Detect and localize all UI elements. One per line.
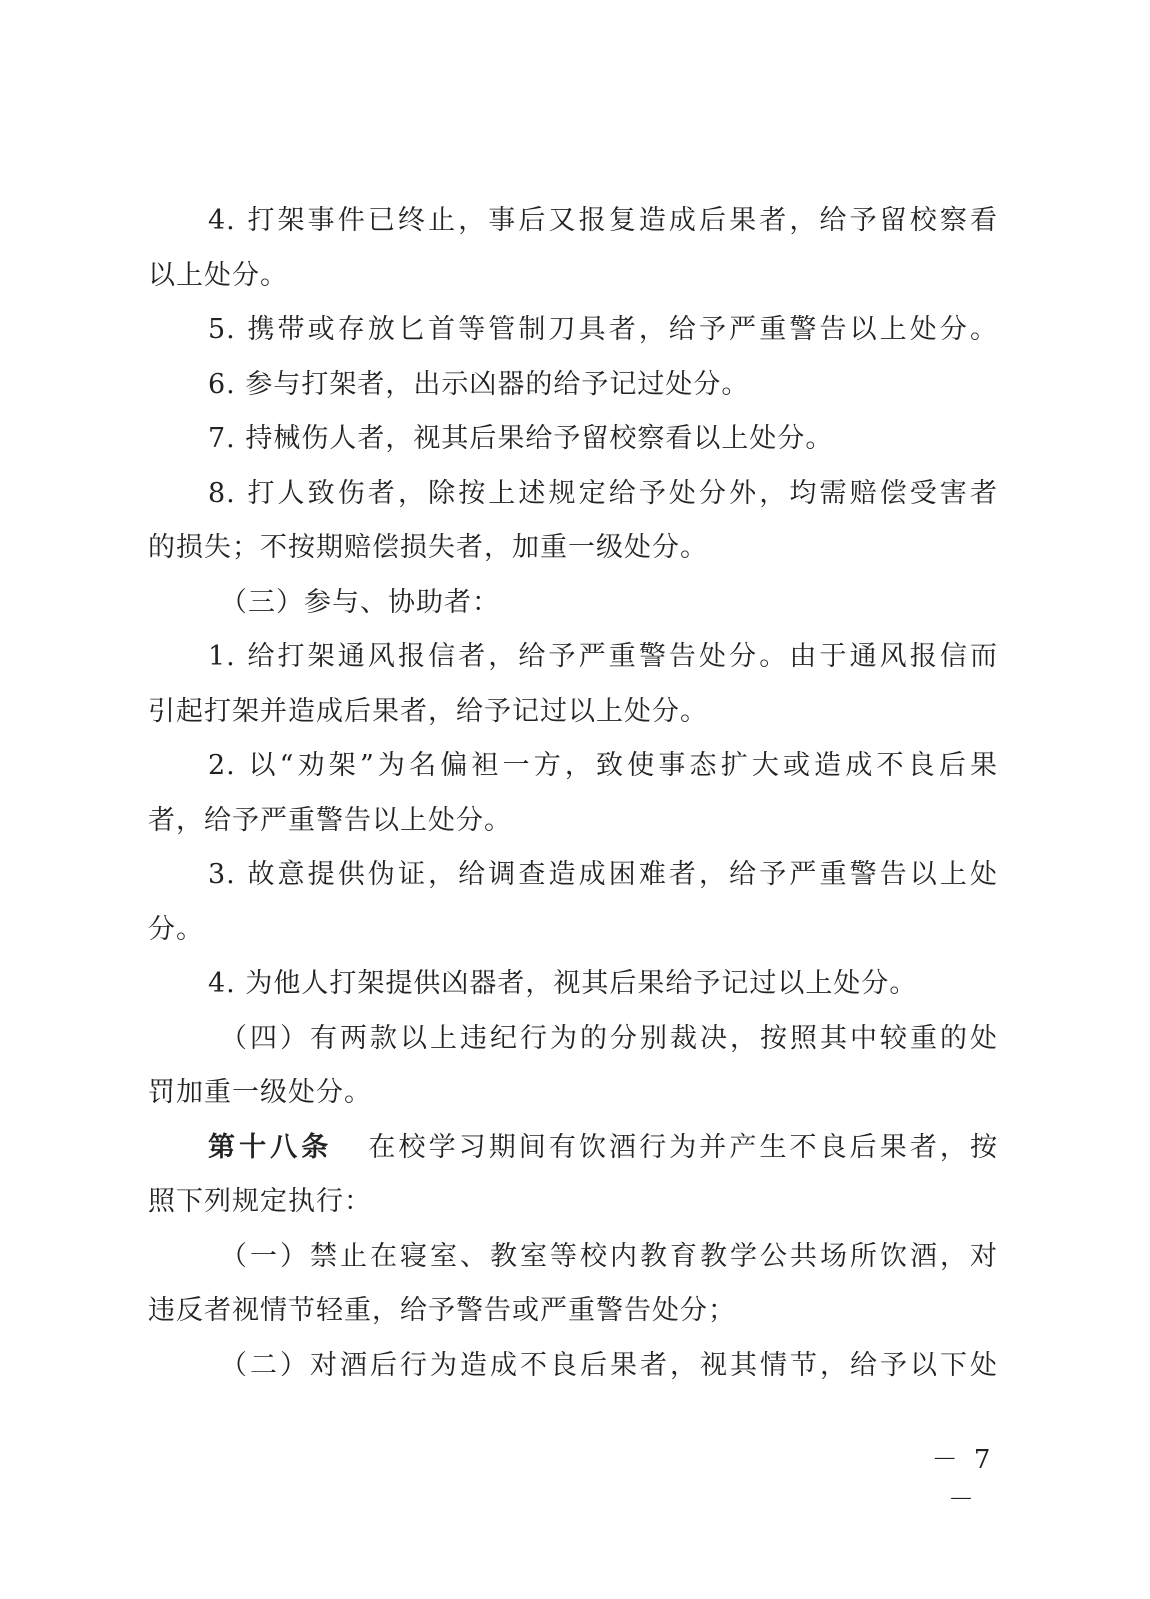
paragraph-line: 1. 给打架通风报信者，给予严重警告处分。由于通风报信而 [208, 641, 998, 672]
paragraph-line: 照下列规定执行： [148, 1186, 372, 1217]
paragraph-line: 以上处分。 [148, 259, 288, 291]
page-number: － 7 － [931, 1445, 995, 1515]
paragraph-line: 引起打架并造成后果者，给予记过以上处分。 [148, 695, 708, 727]
paragraph-line: 7. 持械伤人者，视其后果给予留校察看以上处分。 [208, 423, 834, 454]
paragraph-line: （二）对酒后行为造成不良后果者，视其情节，给予以下处 [220, 1349, 998, 1381]
paragraph-line: 3. 故意提供伪证，给调查造成困难者，给予严重警告以上处 [208, 859, 998, 890]
paragraph-line: 2. 以“劝架”为名偏袒一方，致使事态扩大或造成不良后果 [208, 750, 998, 781]
paragraph-line: 罚加重一级处分。 [148, 1077, 372, 1108]
paragraph-line: 4. 打架事件已终止，事后又报复造成后果者，给予留校察看 [208, 205, 998, 236]
section-heading: （三）参与、协助者： [220, 586, 500, 618]
paragraph-line: （四）有两款以上违纪行为的分别裁决，按照其中较重的处 [220, 1022, 998, 1054]
article-title: 第十八条 [208, 1131, 333, 1163]
paragraph-line: 的损失；不按期赔偿损失者，加重一级处分。 [148, 532, 708, 563]
article-text: 在校学习期间有饮酒行为并产生不良后果者，按 [366, 1131, 999, 1163]
paragraph-line: （一）禁止在寝室、教室等校内教育教学公共场所饮酒，对 [220, 1240, 998, 1272]
paragraph-line: 8. 打人致伤者，除按上述规定给予处分外，均需赔偿受害者 [208, 477, 998, 509]
article-first-line [148, 1121, 998, 1176]
paragraph-line: 5. 携带或存放匕首等管制刀具者，给予严重警告以上处分。 [208, 314, 998, 345]
paragraph-line: 者，给予严重警告以上处分。 [148, 804, 512, 836]
paragraph-line: 6. 参与打架者，出示凶器的给予记过处分。 [208, 368, 750, 400]
paragraph-line: 违反者视情节轻重，给予警告或严重警告处分； [148, 1295, 736, 1326]
paragraph-line: 分。 [148, 913, 204, 945]
paragraph-line: 4. 为他人打架提供凶器者，视其后果给予记过以上处分。 [208, 968, 918, 999]
body-text [148, 194, 998, 1393]
